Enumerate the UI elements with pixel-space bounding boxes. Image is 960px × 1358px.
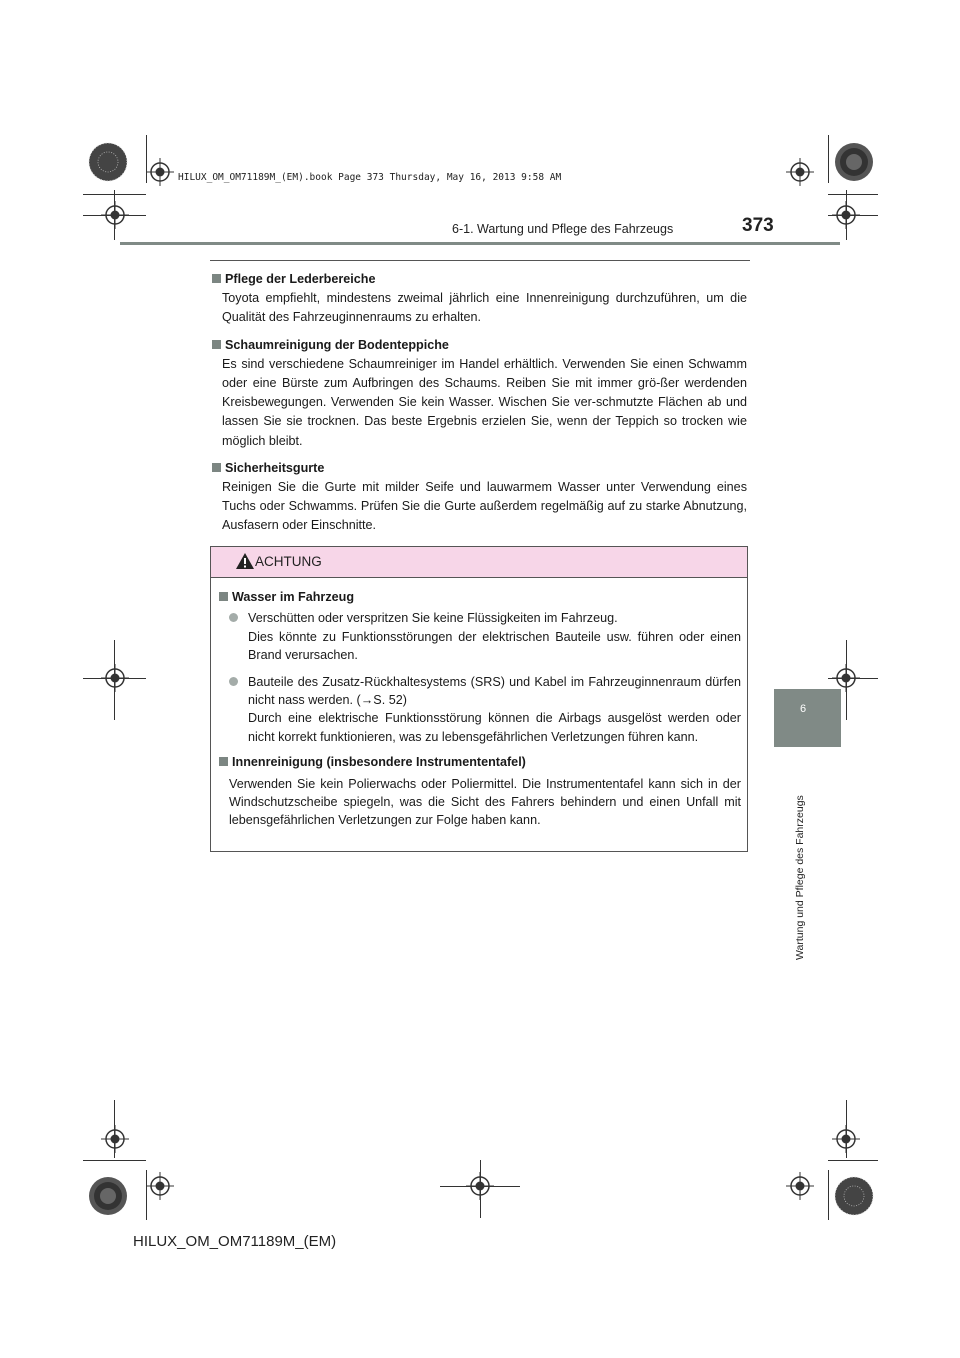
registration-target-icon [146,158,174,186]
page-number: 373 [742,215,774,236]
print-info: HILUX_OM_OM71189M_(EM).book Page 373 Thursday, May 16, 2013 9:58 AM [178,172,562,183]
section-leather [212,270,747,328]
section-carpet [212,336,747,451]
starburst-mark-icon [88,142,128,182]
chapter-label-wrapper [792,730,812,960]
registration-target-icon [146,1172,174,1200]
section-body: Es sind verschiedene Schaumreiniger im Handel erhältlich. Verwenden Sie einen Schwamm oder eine Bürste zum Aufbringen des Schaums. Reiben Sie mit immer grö-ßer werdenden Kreisbewegungen. Verwenden Sie kein Wasser. Wischen Sie ver-schmutzte Flächen ab und lassen Sie sie trocknen. Das beste Ergebnis erzielen Sie, wenn der Teppich so trocken wie möglich bleibt. [222,356,747,448]
section-heading: Schaumreinigung der Bodenteppiche [225,337,449,352]
warning-heading: Wasser im Fahrzeug [232,590,355,604]
chapter-number: 6 [800,703,807,715]
warning-box [210,546,748,852]
square-bullet-icon [219,592,228,601]
section-body: Reinigen Sie die Gurte mit milder Seife und lauwarmem Wasser unter Verwendung eines Tuchs oder Schwamms. Prüfen Sie die Gurte außerdem regelmäßig auf zu starke Abnutzung, Ausfasern oder Einschnitte. [222,480,747,533]
dot-bullet-icon [229,677,238,686]
warning-paragraph: Verwenden Sie kein Polierwachs oder Poliermittel. Die Instrumententafel kann sich in der Windschutzscheibe spiegeln, was die Sicht des Fahrers behindern und einen Unfall mit lebensgefährlichen Verletzungen zur Folge haben kann. [229,776,741,828]
registration-target-icon [466,1172,494,1200]
bullet-text: Durch eine elektrische Funktionsstörung können die Airbags ausgelöst werden oder nicht korrekt funktionieren, was zu lebensgefährlichen Verletzungen führen kann. [248,711,741,744]
document-code: HILUX_OM_OM71189M_(EM) [133,1233,337,1250]
starburst-mark-icon [88,1176,128,1216]
registration-target-icon [101,1125,129,1153]
main-content [212,268,747,544]
registration-target-icon [832,201,860,229]
list-item [229,673,741,747]
square-bullet-icon [212,463,221,472]
starburst-mark-icon [834,1176,874,1216]
square-bullet-icon [219,757,228,766]
chapter-label: Wartung und Pflege des Fahrzeugs [794,795,806,960]
warning-header [211,547,747,578]
registration-target-icon [101,664,129,692]
warning-triangle-icon [235,552,255,570]
warning-body [211,578,747,830]
section-heading: Pflege der Lederbereiche [225,272,376,286]
section-body: Toyota empfiehlt, mindestens zweimal jährlich eine Innenreinigung durchzuführen, um die Qualität des Fahrzeuginnenraums zu erhalten. [222,291,747,325]
registration-target-icon [786,158,814,186]
bullet-text: Dies könnte zu Funktionsstörungen der elektrischen Bauteile usw. führen oder einen Brand verursachen. [248,629,741,663]
section-heading: Sicherheitsgurte [225,460,325,475]
content-rule [210,260,750,261]
section-seatbelts [212,459,747,536]
header-rule [120,242,840,245]
square-bullet-icon [212,340,221,349]
warning-heading: Innenreinigung (insbesondere Instrumententafel) [232,755,526,770]
registration-target-icon [832,1125,860,1153]
square-bullet-icon [212,274,221,283]
section-title: 6-1. Wartung und Pflege des Fahrzeugs [452,222,674,236]
registration-target-icon [832,664,860,692]
warning-label: ACHTUNG [255,554,322,569]
dot-bullet-icon [229,613,238,622]
registration-target-icon [101,201,129,229]
bullet-text: Verschütten oder verspritzen Sie keine Flüssigkeiten im Fahrzeug. [248,611,618,626]
bullet-text: Bauteile des Zusatz-Rückhaltesystems (SRS) und Kabel im Fahrzeuginnenraum dürfen nicht nass werden. (→S. 52) [248,674,741,708]
registration-target-icon [786,1172,814,1200]
list-item [229,609,741,664]
starburst-mark-icon [834,142,874,182]
